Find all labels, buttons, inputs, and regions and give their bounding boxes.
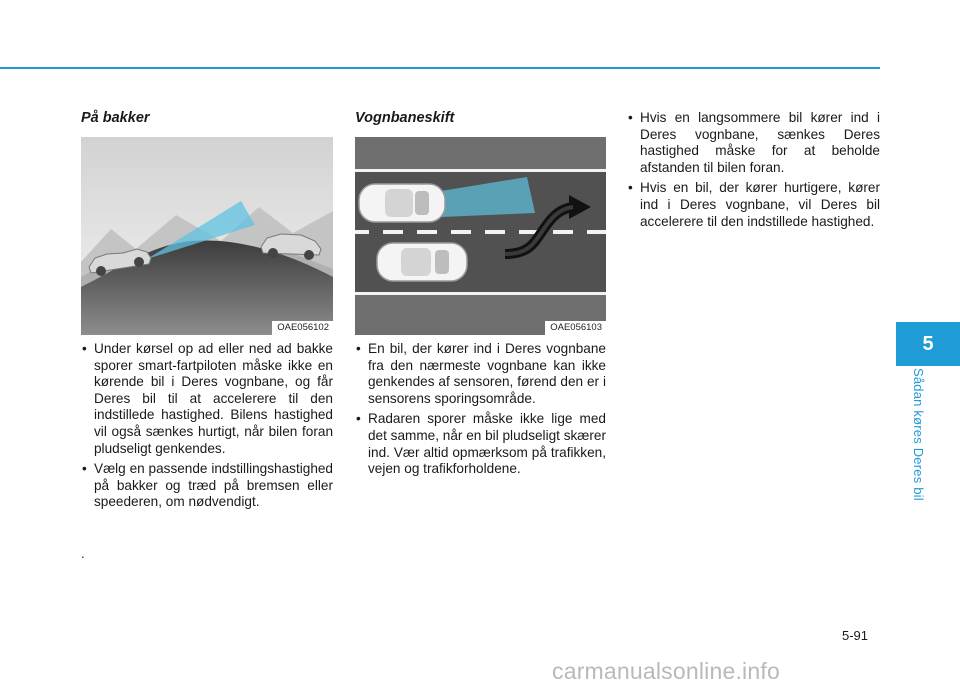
right-column-bullet: • Hvis en bil, der kører hurtigere, kører ind i Deres vognbane, vil Deres bil accelerere til den indstillede hastighed.: [627, 180, 880, 230]
figure-code: OAE056103: [545, 321, 606, 335]
hills-bullet: • Under kørsel op ad eller ned ad bakke sporer smart-fartpiloten måske ikke en kørende bil i Deres vognbane, og får Deres bil til at accelerere til den indstillede hastighed. Bilens hastighed vil også sænkes hurtigt, når bilen foran pludseligt genkendes.: [81, 341, 333, 457]
section-heading-lane-change: Vognbaneskift: [355, 110, 455, 126]
figure-code: OAE056102: [272, 321, 333, 335]
car-on-hill-illustration: [81, 137, 333, 335]
hill-figure: [81, 137, 333, 335]
lane-change-illustration: [355, 137, 606, 335]
right-column-text: [627, 110, 880, 234]
lane-change-bullet: • Radaren sporer måske ikke lige med det samme, når en bil pludseligt skærer ind. Vær altid opmærksom på trafikken, vejen og trafikforholdene.: [355, 411, 606, 477]
lane-figure: [355, 137, 606, 335]
watermark: carmanualsonline.info: [552, 658, 780, 684]
chapter-tab: 5: [896, 322, 960, 366]
hills-text: [81, 341, 333, 515]
hills-bullet: • Vælg en passende indstillingshastighed på bakker og træd på bremsen eller speederen, om nødvendigt.: [81, 461, 333, 511]
lane-change-text: [355, 341, 606, 482]
lane-change-bullet: • En bil, der kører ind i Deres vognbane fra den nærmeste vognbane kan ikke genkendes af sensoren, førend den er i sensorens sporingsområde.: [355, 341, 606, 407]
stray-mark: .: [81, 546, 85, 561]
section-heading-hills: På bakker: [81, 110, 150, 126]
cut-in-car: [377, 243, 467, 281]
chapter-title: Sådan køres Deres bil: [911, 368, 926, 501]
host-car: [359, 184, 445, 222]
header-rule: [0, 67, 880, 69]
page-number: 5-91: [842, 628, 869, 643]
right-column-bullet: • Hvis en langsommere bil kører ind i Deres vognbane, sænkes Deres hastighed måske for at beholde afstanden til bilen foran.: [627, 110, 880, 176]
